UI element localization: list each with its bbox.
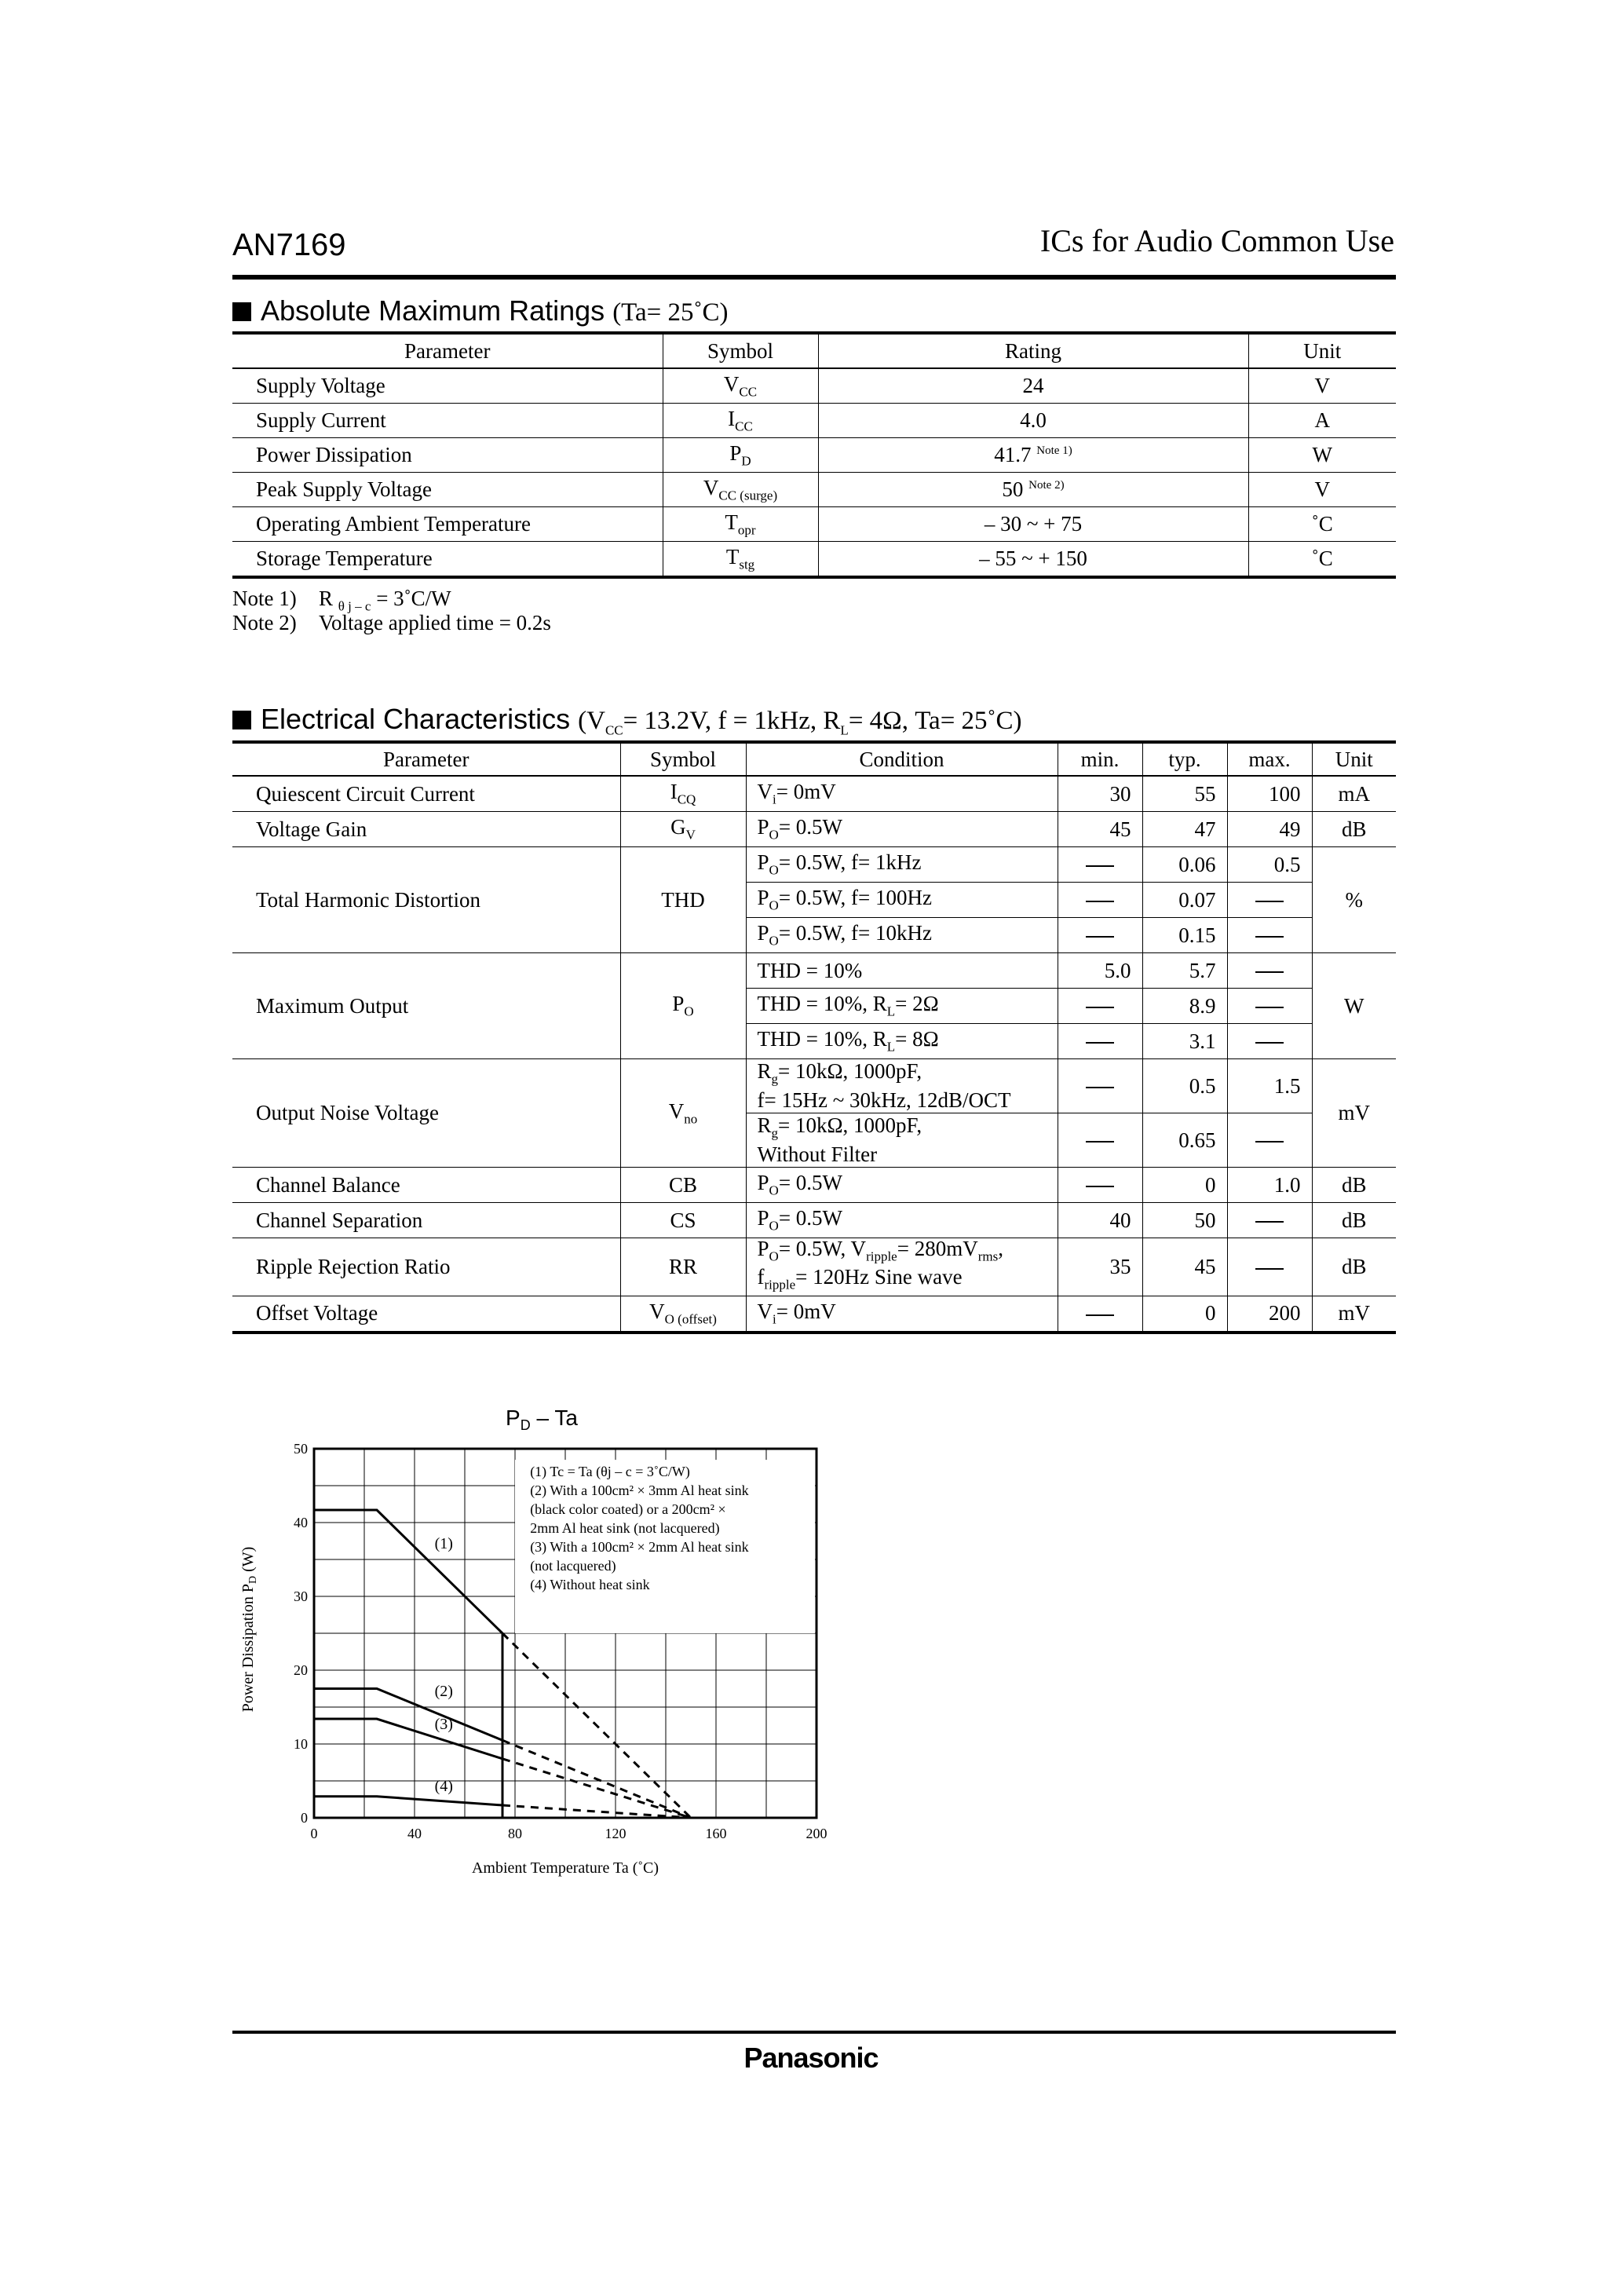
- col-header: min.: [1058, 742, 1142, 776]
- y-axis-label: Power Dissipation $P_D$ (W): [239, 1546, 259, 1713]
- dash-mark: [1255, 936, 1284, 938]
- unit-cell: ˚C: [1248, 507, 1396, 542]
- table-row: [232, 542, 1396, 578]
- param-cell: Peak Supply Voltage: [232, 473, 663, 507]
- col-header: Symbol: [663, 333, 818, 368]
- elec-title: Electrical Characteristics ($V_{CC}= 13.2V$, f = 1kHz, $R_L= 4\Omega$, Ta= 25˚C): [232, 703, 1022, 739]
- table-header-row: [232, 333, 1396, 368]
- section-bullet-icon: [232, 302, 251, 321]
- elec-condition: ($V_{CC}= 13.2V$, f = 1kHz, $R_L= 4\Omega$, Ta= 25˚C): [578, 707, 1022, 738]
- dash-mark: [1086, 1007, 1114, 1008]
- unit-cell: W: [1248, 438, 1396, 473]
- rating-cell: – 55 ~ + 150: [818, 542, 1248, 578]
- x-axis-label: Ambient Temperature Ta (˚C): [471, 1859, 659, 1877]
- col-header: typ.: [1142, 742, 1227, 776]
- chart-title: $P_D$ – Ta: [506, 1406, 578, 1433]
- table-row: THD = 10%, $R_L= 8\Omega$ 3.1: [232, 1024, 1396, 1059]
- dash-mark: [1086, 1186, 1114, 1187]
- y-tick-label: 0: [301, 1810, 308, 1826]
- x-tick-label: 120: [605, 1826, 627, 1841]
- unit-cell: V: [1248, 473, 1396, 507]
- series-dashed-2: [502, 1740, 691, 1818]
- unit-cell: A: [1248, 404, 1396, 438]
- x-tick-label: 160: [705, 1826, 727, 1841]
- param-cell: Power Dissipation: [232, 438, 663, 473]
- note-1: Note 1) R $_{\theta j - c}$ = 3˚C/W: [232, 587, 451, 614]
- table-row: $R_g= 10k\Omega$, 1000pF, Without Filter 0.65: [232, 1113, 1396, 1168]
- x-tick-label: 80: [508, 1826, 522, 1841]
- symbol-cell: $T_{stg}$: [663, 542, 818, 578]
- rating-cell: 41.7 $^{Note 1)}$: [818, 438, 1248, 473]
- col-header: Parameter: [232, 333, 663, 368]
- table-header-row: [232, 742, 1396, 776]
- series-label: (2): [434, 1682, 453, 1700]
- y-tick-label: 20: [294, 1662, 308, 1678]
- symbol-cell: $V_{CC}$: [663, 368, 818, 404]
- header-rule: [232, 275, 1396, 280]
- unit-cell: ˚C: [1248, 542, 1396, 578]
- symbol-cell: $P_D$: [663, 438, 818, 473]
- param-cell: Storage Temperature: [232, 542, 663, 578]
- table-row: [232, 368, 1396, 404]
- param-cell: Operating Ambient Temperature: [232, 507, 663, 542]
- symbol-cell: $I_{CC}$: [663, 404, 818, 438]
- dash-mark: [1255, 1141, 1284, 1143]
- table-row: Offset Voltage $V_{O (offset)}$ $V_i= 0mV$ 0 200 mV: [232, 1296, 1396, 1333]
- symbol-cell: $V_{CC (surge)}$: [663, 473, 818, 507]
- col-header: Symbol: [620, 742, 746, 776]
- series-line-2: [314, 1689, 502, 1741]
- x-tick-label: 200: [806, 1826, 827, 1841]
- table-row: Quiescent Circuit Current $I_{CQ}$ $V_i= 0mV$ 30 55 100 mA: [232, 776, 1396, 812]
- rating-cell: 50 $^{Note 2)}$: [818, 473, 1248, 507]
- unit-cell: V: [1248, 368, 1396, 404]
- rating-cell: – 30 ~ + 75: [818, 507, 1248, 542]
- series-label: (4): [434, 1778, 453, 1796]
- legend-entry: (1) Tc = Ta (θj – c = 3˚C/W): [530, 1463, 690, 1479]
- y-tick-label: 30: [294, 1589, 308, 1604]
- param-cell: Supply Current: [232, 404, 663, 438]
- y-tick-label: 50: [294, 1441, 308, 1457]
- legend-entry: (2) With a 100cm² × 3mm Al heat sink: [530, 1482, 749, 1498]
- table-row: Ripple Rejection Ratio RR $P_O= 0.5W$, $V_{ripple}= 280mV_{rms}$, $f_{ripple}= 120Hz$ Sine wave 35 45 dB: [232, 1238, 1396, 1296]
- table-row: Channel Separation CS $P_O= 0.5W$ 40 50 dB: [232, 1203, 1396, 1238]
- dash-mark: [1255, 901, 1284, 902]
- dash-mark: [1086, 1042, 1114, 1044]
- legend-entry: (4) Without heat sink: [530, 1576, 650, 1592]
- table-row: [232, 438, 1396, 473]
- symbol-cell: $T_{opr}$: [663, 507, 818, 542]
- rating-cell: 24: [818, 368, 1248, 404]
- dash-mark: [1255, 1042, 1284, 1044]
- dash-mark: [1086, 1087, 1114, 1088]
- dash-mark: [1086, 1314, 1114, 1316]
- series-dashed-3: [502, 1759, 691, 1818]
- brand-logo: Panasonic: [743, 2042, 879, 2074]
- elec-char-table: [232, 740, 1396, 1334]
- legend-entry: (not lacquered): [530, 1557, 616, 1574]
- dash-mark: [1255, 1007, 1284, 1008]
- series-label: (1): [434, 1534, 453, 1552]
- col-header: Rating: [818, 333, 1248, 368]
- table-row: Output Noise Voltage $V_{no}$ $R_g= 10k\Omega$, 1000pF, f= 15Hz ~ 30kHz, 12dB/OCT 0.5 1.5 mV: [232, 1059, 1396, 1113]
- table-row: [232, 404, 1396, 438]
- note-2: Note 2) Voltage applied time = 0.2s: [232, 611, 551, 634]
- series-dashed-1: [502, 1633, 691, 1818]
- pd-ta-chart: [228, 1402, 856, 1888]
- section-bullet-icon: [232, 711, 251, 729]
- abs-max-condition: (Ta= 25˚C): [612, 298, 729, 327]
- y-tick-label: 10: [294, 1736, 308, 1752]
- series-line-3: [314, 1719, 502, 1759]
- dash-mark: [1086, 1141, 1114, 1143]
- dash-mark: [1086, 901, 1114, 902]
- legend-entry: 2mm Al heat sink (not lacquered): [530, 1519, 720, 1536]
- dash-mark: [1255, 971, 1284, 973]
- table-row: Maximum Output $P_O$ THD = 10% 5.0 5.7 W: [232, 953, 1396, 989]
- table-row: Voltage Gain $G_V$ $P_O= 0.5W$ 45 47 49 dB: [232, 812, 1396, 847]
- dash-mark: [1086, 865, 1114, 867]
- series-line-1: [314, 1510, 502, 1633]
- col-header: Unit: [1312, 742, 1396, 776]
- part-number: AN7169: [232, 228, 346, 262]
- series-line-4: [314, 1797, 502, 1805]
- footer-rule: [232, 2031, 1396, 2034]
- abs-max-table: [232, 331, 1396, 579]
- table-row: [232, 507, 1396, 542]
- series-label: (3): [434, 1716, 453, 1734]
- document-category: ICs for Audio Common Use: [1039, 223, 1394, 258]
- x-tick-label: 0: [310, 1826, 318, 1841]
- y-tick-label: 40: [294, 1515, 308, 1530]
- dash-mark: [1255, 1221, 1284, 1223]
- table-row: Total Harmonic Distortion THD $P_O= 0.5W$, f= 1kHz 0.06 0.5 %: [232, 847, 1396, 883]
- dash-mark: [1255, 1268, 1284, 1270]
- table-row: [232, 473, 1396, 507]
- table-row: Channel Balance CB $P_O= 0.5W$ 0 1.0 dB: [232, 1168, 1396, 1203]
- col-header: Unit: [1248, 333, 1396, 368]
- col-header: max.: [1227, 742, 1312, 776]
- col-header: Condition: [746, 742, 1058, 776]
- col-header: Parameter: [232, 742, 620, 776]
- dash-mark: [1086, 936, 1114, 938]
- abs-max-title: Absolute Maximum Ratings (Ta= 25˚C): [232, 294, 729, 327]
- legend-entry: (3) With a 100cm² × 2mm Al heat sink: [530, 1538, 749, 1555]
- rating-cell: 4.0: [818, 404, 1248, 438]
- table-row: THD = 10%, $R_L= 2\Omega$ 8.9: [232, 989, 1396, 1024]
- table-row: $P_O= 0.5W$, f= 10kHz 0.15: [232, 918, 1396, 953]
- table-row: $P_O= 0.5W$, f= 100Hz 0.07: [232, 883, 1396, 918]
- x-tick-label: 40: [407, 1826, 422, 1841]
- legend-entry: (black color coated) or a 200cm² ×: [530, 1501, 726, 1517]
- param-cell: Supply Voltage: [232, 368, 663, 404]
